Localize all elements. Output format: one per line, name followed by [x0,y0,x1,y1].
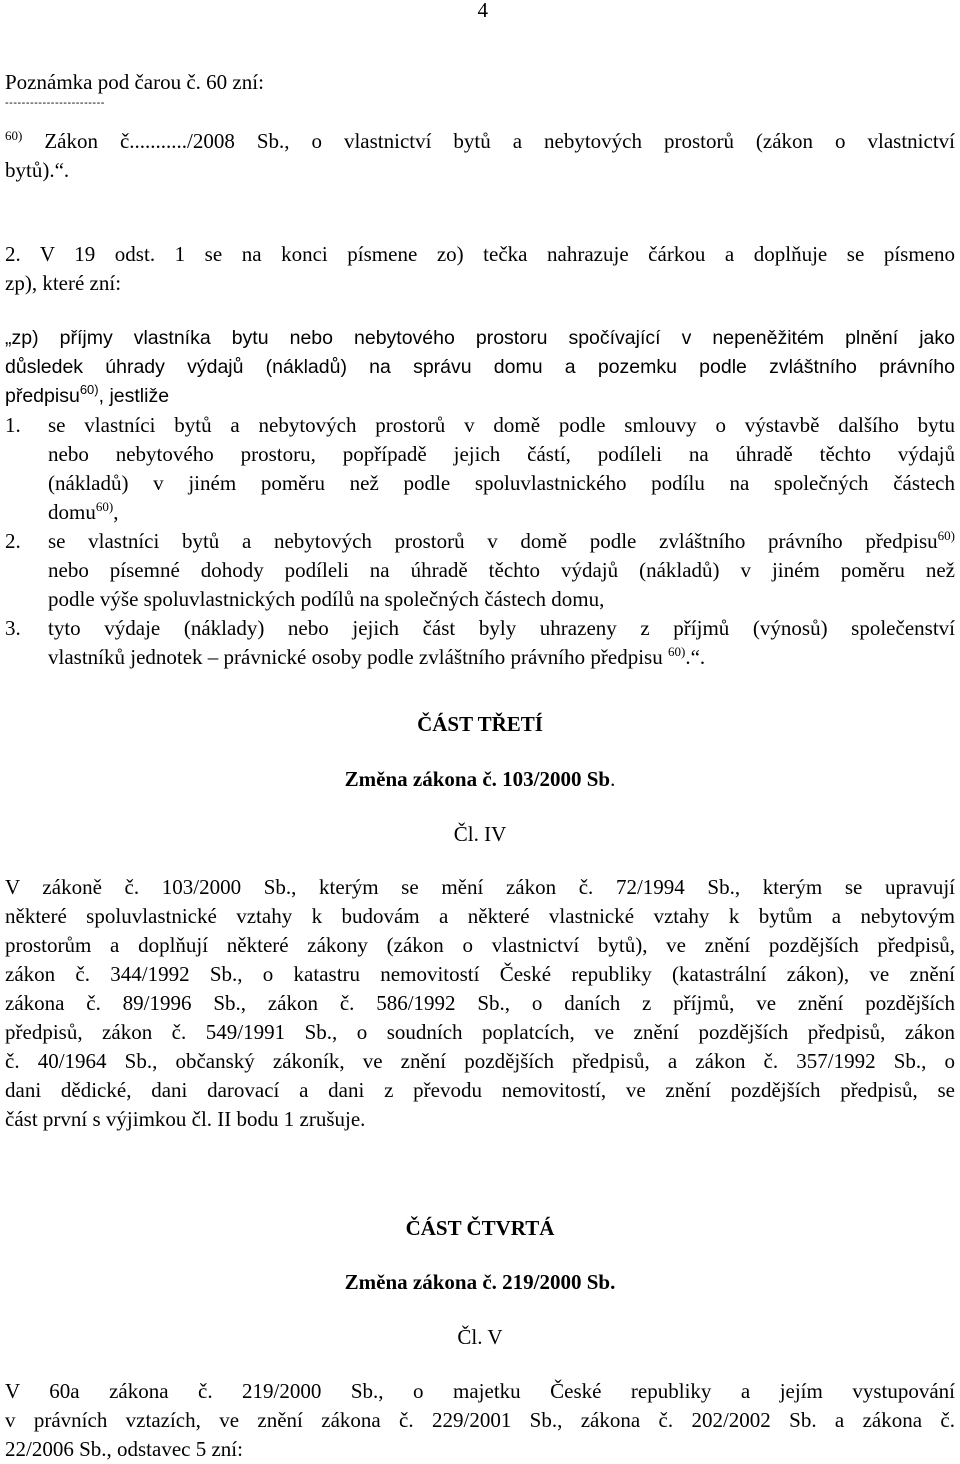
list-item: 2. se vlastníci bytů a nebytových prostorů v domě podle zvláštního právního předpisu$^{60)}$ nebo písemné dohody podíleli na úhradě těchto výdajů (nákladů) v jiném poměru než podle výše spoluvlastnických podílů na společných částech domu, [5,528,955,611]
footnote-line-2: bytů).“. [5,158,70,182]
zp-line-3: předpisu$^{60)}$, jestliže [5,382,170,407]
point-2-line-1: 2. V 19 odst. 1 se na konci písmene zo) tečka nahrazuje čárkou a doplňuje se písmeno [5,242,955,266]
zp-line-2: důsledek úhrady výdajů (nákladů) na správu domu a pozemku podle zvláštního právního [5,356,955,378]
part-3-subtitle: Změna zákona č. 103/2000 Sb. [344,767,616,791]
footnote-rule: ------------------------ [5,97,105,109]
footnote-heading: Poznámka pod čarou č. 60 zní: [5,70,264,94]
part-3-article: Čl. IV [453,822,507,846]
zp-ref-sup: 60) [79,382,99,397]
part-4-subtitle: Změna zákona č. 219/2000 Sb. [344,1270,616,1294]
footnote-mark: 60) [5,128,23,143]
footnote-text [5,127,955,185]
zp-line-1: „zp) příjmy vlastníka bytu nebo nebytového prostoru spočívající v nepeněžitém plnění jako [5,327,955,349]
footnote-line-1: $^{60)}$ Zákon č.........../2008 Sb., o vlastnictví bytů a nebytových prostorů (zákon o vlastnictví [5,128,955,153]
page-number: 4 [477,0,488,22]
zp-provision [5,324,955,411]
list-item: 3. tyto výdaje (náklady) nebo jejich část byly uhrazeny z příjmů (výnosů) společenství vlastníků jednotek – právnické osoby podle zvláštního právního předpisu $^{60)}$.“. [5,616,955,669]
part-4-title: ČÁST ČTVRTÁ [405,1216,555,1240]
point-2-line-2: zp), které zní: [5,271,122,295]
part-4-article: Čl. V [457,1325,503,1349]
list-item: 1. se vlastníci bytů a nebytových prostorů v domě podle smlouvy o výstavbě dalšího bytu nebo nebytového prostoru, popřípadě jejich částí, podíleli na úhradě těchto výdajů (nákladů) v jiném poměru než podle spoluvlastnického podílu na společných částech domu$^{60)}$, [5,413,955,524]
part-4-body: V 60a zákona č. 219/2000 Sb., o majetku České republiky a jejím vystupování v právních vztazích, ve znění zákona č. 229/2001 Sb., zákona č. 202/2002 Sb. a zákona č. 22/2006 Sb., odstavec 5 zní: [5,1379,955,1461]
part-3-body: V zákoně č. 103/2000 Sb., kterým se mění zákon č. 72/1994 Sb., kterým se upravují některé spoluvlastnické vztahy k budovám a některé vlastnické vztahy k bytům a nebytovým prostorům a doplňují některé zákony (zákon o vlastnictví bytů), ve znění pozdějších předpisů, zákon č. 344/1992 Sb., o katastru nemovitostí České republiky (katastrální zákon), ve znění zákona č. 89/1996 Sb., zákon č. 586/1992 Sb., o daních z příjmů, ve znění pozdějších předpisů, zákon č. 549/1991 Sb., o soudních poplatcích, ve znění pozdějších předpisů, zákon č. 40/1964 Sb., občanský zákoník, ve znění pozdějších předpisů, a zákon č. 357/1992 Sb., o dani dědické, dani darovací a dani z převodu nemovitostí, ve znění pozdějších předpisů, se část první s výjimkou čl. II bodu 1 zrušuje. [5,875,955,1131]
part-3-title: ČÁST TŘETÍ [417,712,543,736]
amendment-point-2 [5,240,955,298]
zp-conditions-list [5,411,955,672]
